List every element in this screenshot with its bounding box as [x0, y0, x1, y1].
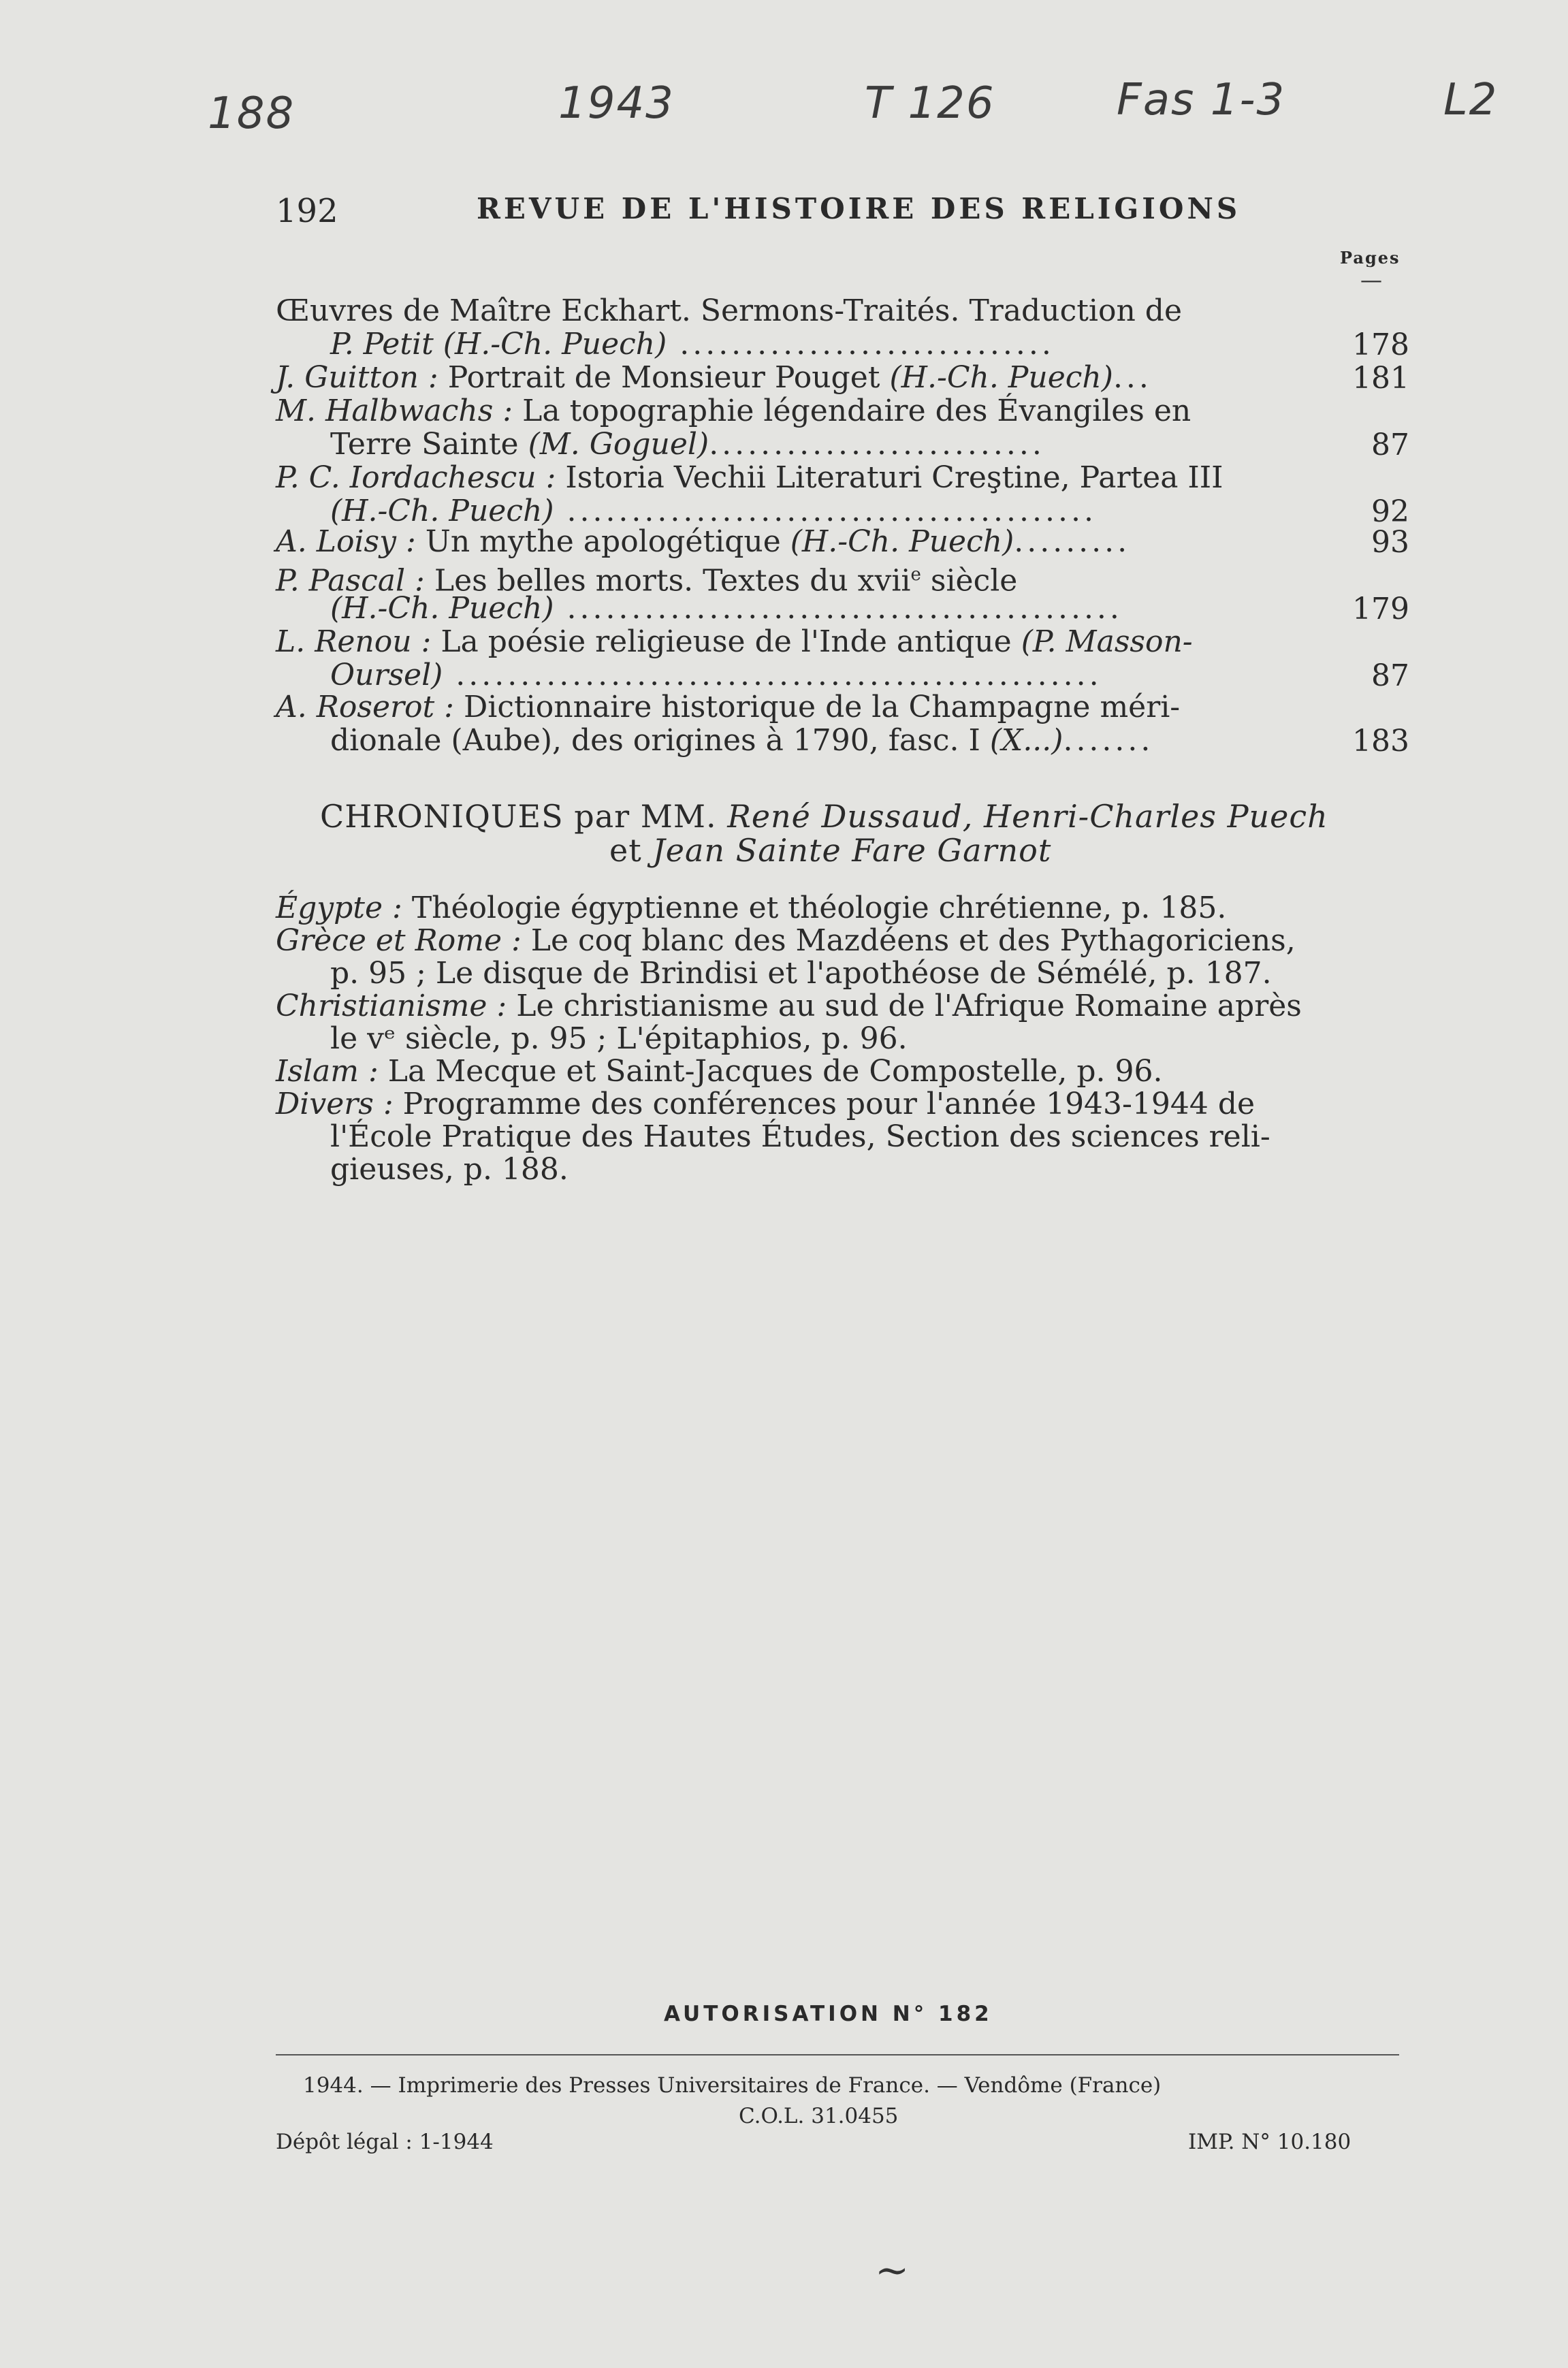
chronique-line: Grèce et Rome : Le coq blanc des Mazdéens et des Pythagoriciens, — [276, 923, 1296, 958]
entry-page: 183 — [1352, 724, 1409, 758]
entry-line: L. Renou : La poésie religieuse de l'Inde antique (P. Masson- — [276, 624, 1193, 659]
entry-line: P. C. Iordachescu : Istoria Vechii Literaturi Creştine, Partea III — [276, 460, 1223, 495]
chronique-line: gieuses, p. 188. — [330, 1152, 569, 1187]
chronique-line: l'École Pratique des Hautes Études, Section des sciences reli- — [330, 1119, 1270, 1154]
handwritten-note-5: L2 — [1443, 75, 1499, 125]
entry-line: A. Loisy : Un mythe apologétique (H.-Ch. Puech)......... — [276, 524, 1131, 559]
handwritten-note-3: T 126 — [865, 78, 995, 129]
handwritten-note-4: Fas 1-3 — [1117, 75, 1286, 125]
chroniques-heading-line2: et Jean Sainte Fare Garnot — [609, 832, 1052, 869]
imp-number: IMP. N° 10.180 — [1188, 2130, 1351, 2154]
entry-line: J. Guitton : Portrait de Monsieur Pouget (H.-Ch. Puech)... — [276, 360, 1152, 395]
chronique-line: Islam : La Mecque et Saint-Jacques de Compostelle, p. 96. — [276, 1054, 1163, 1089]
entry-line: Oursel) .................................................. — [330, 658, 1102, 692]
entry-line: Terre Sainte (M. Goguel).......................... — [330, 427, 1045, 462]
chronique-line: Christianisme : Le christianisme au sud de l'Afrique Romaine après — [276, 989, 1302, 1023]
printer-line: 1944. — Imprimerie des Presses Universitaires de France. — Vendôme (France) — [303, 2073, 1162, 2098]
chronique-line: le vᵉ siècle, p. 95 ; L'épitaphios, p. 96. — [330, 1021, 908, 1056]
chronique-line: Égypte : Théologie égyptienne et théologie chrétienne, p. 185. — [276, 891, 1227, 925]
chroniques-heading: CHRONIQUES par MM. René Dussaud, Henri-Charles Puech — [320, 798, 1328, 835]
pages-label: Pages — [1340, 248, 1401, 268]
chronique-line: p. 95 ; Le disque de Brindisi et l'apothéose de Sémélé, p. 187. — [330, 956, 1272, 991]
running-title: REVUE DE L'HISTOIRE DES RELIGIONS — [477, 192, 1241, 225]
entry-line: dionale (Aube), des origines à 1790, fasc. I (X...)....... — [330, 723, 1154, 758]
entry-line: P. Pascal : Les belles morts. Textes du xvii$^e$ siècle — [276, 563, 1018, 598]
entry-line: P. Petit (H.-Ch. Puech) ............................. — [330, 327, 1055, 362]
entry-line: (H.-Ch. Puech) ......................................... — [330, 494, 1097, 528]
authorisation-number: AUTORISATION N° 182 — [664, 2002, 993, 2026]
page-number: 192 — [276, 192, 338, 230]
entry-page: 178 — [1352, 327, 1409, 362]
handwritten-note-1: 188 — [208, 89, 295, 139]
entry-page: 87 — [1371, 428, 1409, 462]
handwritten-note-2: 1943 — [558, 78, 675, 129]
entry-page: 93 — [1371, 525, 1409, 560]
entry-page: 179 — [1352, 592, 1409, 626]
entry-line: A. Roserot : Dictionnaire historique de la Champagne méri- — [276, 690, 1181, 724]
entry-page: 92 — [1371, 494, 1409, 529]
col-number: C.O.L. 31.0455 — [739, 2104, 899, 2128]
entry-page: 181 — [1352, 361, 1409, 396]
entry-line: M. Halbwachs : La topographie légendaire des Évangiles en — [276, 394, 1191, 428]
footer-rule — [276, 2054, 1399, 2055]
pages-dash: — — [1360, 267, 1382, 293]
entry-page: 87 — [1371, 658, 1409, 693]
ink-mark: ~ — [875, 2247, 910, 2294]
entry-line: Œuvres de Maître Eckhart. Sermons-Traités. Traduction de — [276, 293, 1182, 328]
depot-legal: Dépôt légal : 1-1944 — [276, 2130, 494, 2154]
entry-line: (H.-Ch. Puech) ........................................... — [330, 591, 1123, 626]
chronique-line: Divers : Programme des conférences pour l'année 1943-1944 de — [276, 1087, 1255, 1121]
